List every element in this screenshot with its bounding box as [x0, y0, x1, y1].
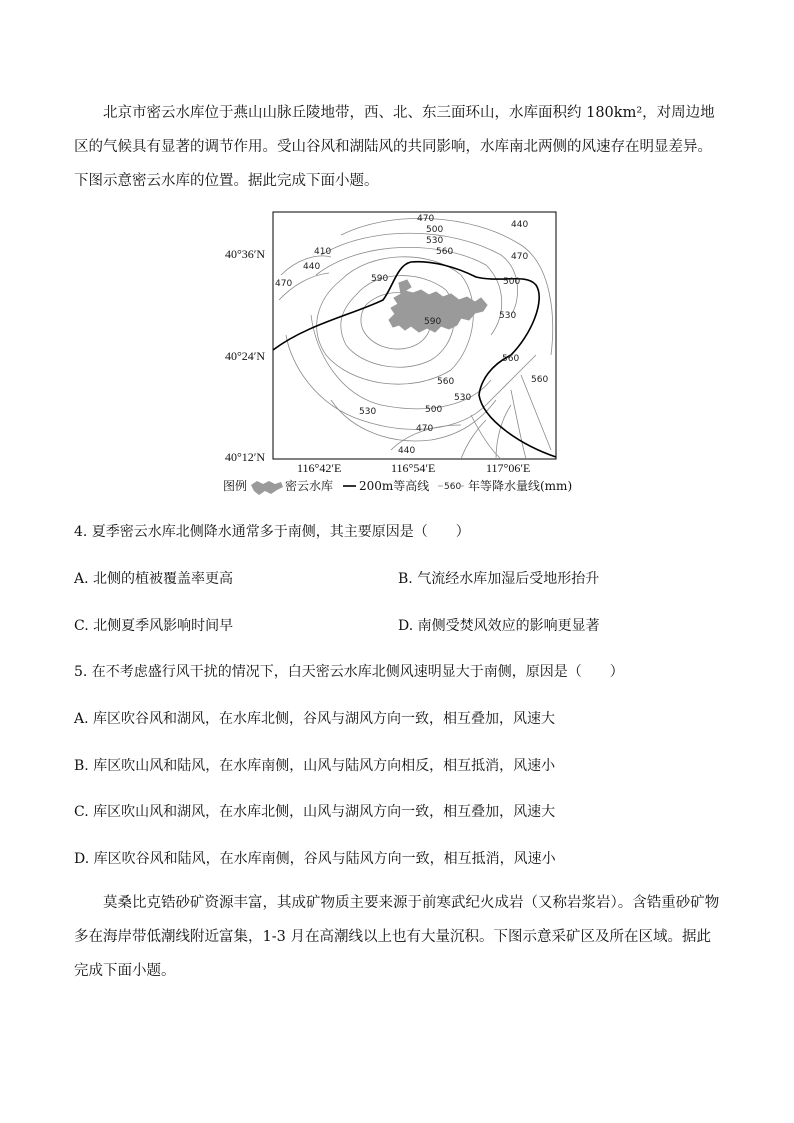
isohyet-label: 500: [425, 405, 443, 415]
legend-reservoir-swatch: [251, 481, 283, 495]
latitude-labels: [225, 247, 265, 464]
isohyet-label: 530: [454, 393, 472, 403]
isohyet-label: 530: [359, 407, 377, 417]
isohyet-label: 560: [531, 375, 549, 385]
lon-label: 117°06′E: [486, 461, 531, 475]
isohyet-label: 440: [398, 446, 416, 456]
isohyet-label: 470: [275, 279, 293, 289]
legend-contour-label: 200m等高线: [359, 479, 430, 493]
isohyet-label: 560: [436, 247, 454, 257]
isohyet-label: 440: [511, 220, 529, 230]
intro-paragraph-1: 北京市密云水库位于燕山山脉丘陵地带，西、北、东三面环山，水库面积约 180km²，对周边地区的气候具有显著的调节作用。受山谷风和湖陆风的共同影响，水库南北两侧的风速存在明显差异。下图示意密云水库的位置。据此完成下面小题。: [74, 105, 715, 189]
lat-label: 40°12′N: [225, 450, 266, 464]
lat-label: 40°36′N: [225, 247, 266, 261]
lon-label: 116°42′E: [297, 461, 342, 475]
isohyet-label: 530: [499, 311, 517, 321]
isohyet-label: 560: [437, 377, 455, 387]
isohyet-label: 470: [416, 424, 434, 434]
isohyet-label: 470: [511, 252, 529, 262]
legend-title: 图例: [223, 479, 248, 493]
question-4-stem: 4. 夏季密云水库北侧降水通常多于南侧，其主要原因是（ ）: [74, 524, 470, 540]
reservoir-map-figure: [221, 205, 581, 500]
question-5-option-c: C. 库区吹山风和湖风，在水库北侧，山风与湖风方向一致，相互叠加，风速大: [74, 804, 556, 820]
question-5-option-b: B. 库区吹山风和陆风，在水库南侧，山风与陆风方向相反，相互抵消，风速小: [74, 758, 556, 774]
reservoir-map: [221, 205, 581, 500]
question-4-option-b: B. 气流经水库加湿后受地形抬升: [398, 571, 600, 587]
legend-isohyet-sample: 560: [444, 482, 462, 492]
question-5-option-a: A. 库区吹谷风和湖风，在水库北侧，谷风与湖风方向一致，相互叠加，风速大: [74, 711, 556, 727]
question-4-option-a: A. 北侧的植被覆盖率更高: [74, 571, 234, 587]
isohyet-label: 440: [303, 262, 321, 272]
isohyet-label: 590: [424, 317, 442, 327]
lat-label: 40°24′N: [225, 349, 266, 363]
isohyet-label: 470: [417, 214, 435, 224]
question-5-option-d: D. 库区吹谷风和陆风，在水库南侧，谷风与陆风方向一致，相互抵消，风速小: [74, 851, 556, 867]
legend-reservoir-label: 密云水库: [285, 479, 334, 493]
intro-paragraph-2: 莫桑比克锆砂矿资源丰富，其成矿物质主要来源于前寒武纪火成岩（又称岩浆岩）。含锆重砂矿物多在海岸带低潮线附近富集，1-3 月在高潮线以上也有大量沉积。下图示意采矿区及所在区域。据此完成下面小题。: [74, 895, 720, 979]
question-4-option-c: C. 北侧夏季风影响时间早: [74, 618, 234, 634]
longitude-labels: [297, 461, 530, 475]
legend-isohyet-label: 年等降水量线(mm): [468, 479, 573, 493]
isohyet-label: 500: [503, 277, 521, 287]
map-legend: [223, 478, 572, 495]
isohyet-label: 530: [426, 236, 444, 246]
isohyet-label: 590: [371, 274, 389, 284]
isohyet-label: 500: [426, 225, 444, 235]
lon-label: 116°54′E: [391, 461, 436, 475]
isohyet-label: 560: [502, 354, 520, 364]
isohyet-label: 410: [314, 247, 332, 257]
question-4-option-d: D. 南侧受焚风效应的影响更显著: [398, 618, 600, 634]
question-5-stem: 5. 在不考虑盛行风干扰的情况下，白天密云水库北侧风速明显大于南侧，原因是（ ）: [74, 664, 624, 680]
